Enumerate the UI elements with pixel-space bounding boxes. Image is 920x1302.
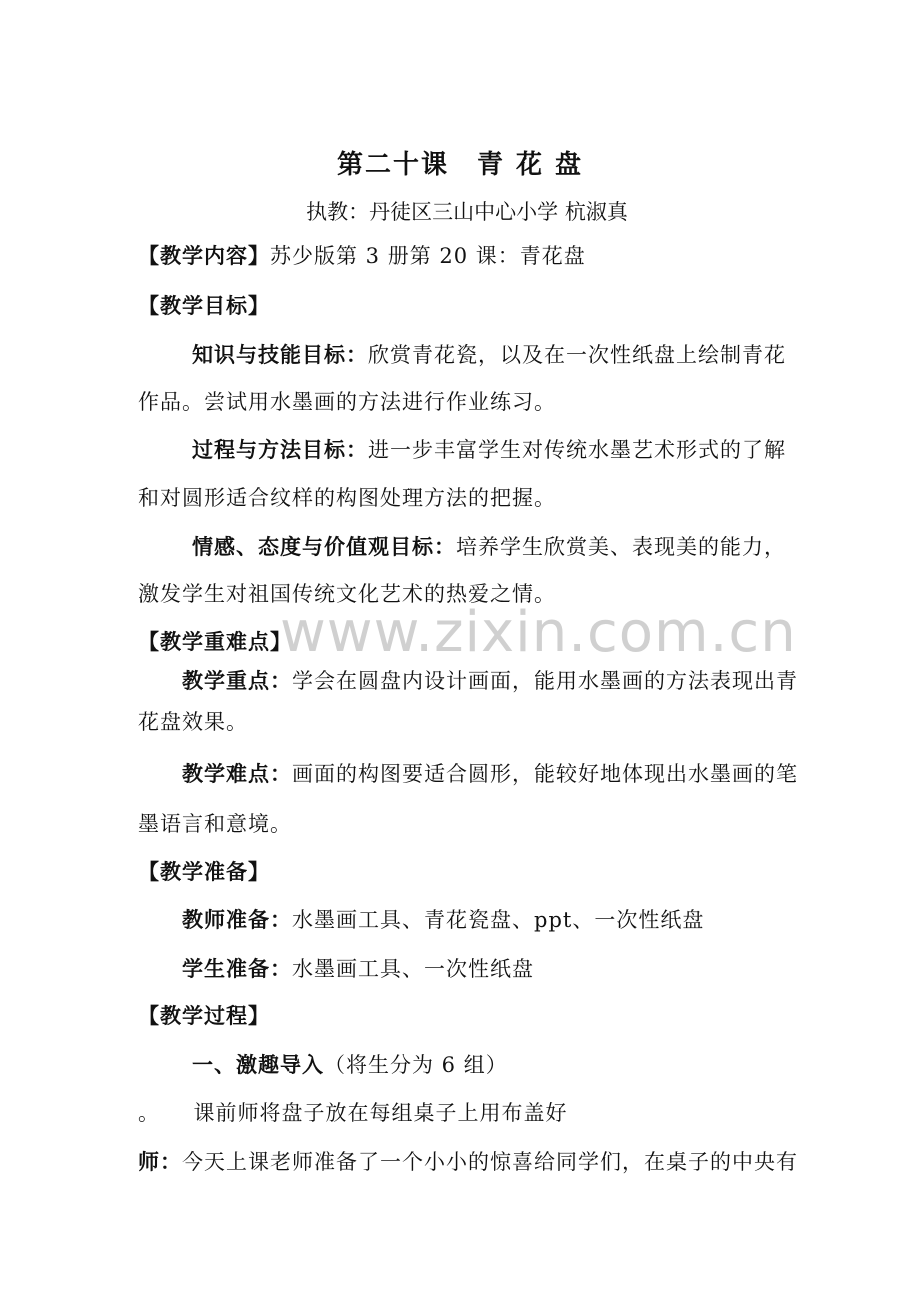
- content-text: 苏少版第 3 册第 20 课：青花盘: [270, 244, 586, 268]
- process-goal-text-2: 和对圆形适合纹样的构图处理方法的把握。: [138, 486, 556, 510]
- emotion-goal-label: 情感、态度与价值观目标：: [192, 535, 456, 559]
- emotion-goal-text-2: 激发学生对祖国传统文化艺术的热爱之情。: [138, 582, 556, 606]
- content-line: [138, 242, 586, 270]
- focus-line-1: [182, 667, 798, 695]
- teacher-prep-label: 教师准备：: [182, 908, 292, 932]
- watermark: www.zixin.com.cn: [280, 600, 797, 665]
- student-prep-line: [182, 955, 534, 983]
- process-line-1: 。 课前师将盘子放在每组桌子上用布盖好: [138, 1101, 568, 1125]
- knowledge-label: 知识与技能目标：: [192, 343, 368, 367]
- knowledge-text-2: 作品。尝试用水墨画的方法进行作业练习。: [138, 390, 556, 414]
- process-line-2: [138, 1148, 798, 1176]
- focus-text-2: 花盘效果。: [138, 710, 248, 734]
- page-subtitle: 执教：丹徒区三山中心小学 杭淑真: [306, 200, 628, 224]
- teacher-prep-text: 水墨画工具、青花瓷盘、ppt、一次性纸盘: [292, 908, 705, 932]
- emotion-goal-text-1: 培养学生欣赏美、表现美的能力，: [456, 535, 786, 559]
- process-goal-label: 过程与方法目标：: [192, 438, 368, 462]
- goals-heading: 【教学目标】: [138, 294, 270, 318]
- focus-label: 教学重点：: [182, 669, 292, 693]
- teacher-speaker-label: 师：: [138, 1150, 182, 1174]
- difficulty-line-1: [182, 760, 798, 788]
- process-goal-line-1: [192, 436, 786, 464]
- difficulty-label: 教学难点：: [182, 762, 292, 786]
- teacher-prep-line: [182, 906, 704, 934]
- process-heading: 【教学过程】: [138, 1004, 270, 1028]
- focus-text-1: 学会在圆盘内设计画面，能用水墨画的方法表现出青: [292, 669, 798, 693]
- teacher-speech-text: 今天上课老师准备了一个小小的惊喜给同学们，在桌子的中央有: [182, 1150, 798, 1174]
- keypoints-heading: 【教学重难点】: [138, 630, 292, 654]
- student-prep-label: 学生准备：: [182, 957, 292, 981]
- step1-label: 一、激趣导入: [192, 1053, 324, 1077]
- page-title: 第二十课 青 花 盘: [336, 150, 584, 180]
- knowledge-line-1: [192, 341, 786, 369]
- step1-text: （将生分为 6 组）: [324, 1053, 508, 1077]
- difficulty-text-1: 画面的构图要适合圆形，能较好地体现出水墨画的笔: [292, 762, 798, 786]
- emotion-goal-line-1: [192, 533, 786, 561]
- step1-line: [192, 1051, 508, 1079]
- student-prep-text: 水墨画工具、一次性纸盘: [292, 957, 534, 981]
- knowledge-text-1: 欣赏青花瓷，以及在一次性纸盘上绘制青花: [368, 343, 786, 367]
- difficulty-text-2: 墨语言和意境。: [138, 812, 292, 836]
- process-goal-text-1: 进一步丰富学生对传统水墨艺术形式的了解: [368, 438, 786, 462]
- prep-heading: 【教学准备】: [138, 860, 270, 884]
- content-label: 【教学内容】: [138, 244, 270, 268]
